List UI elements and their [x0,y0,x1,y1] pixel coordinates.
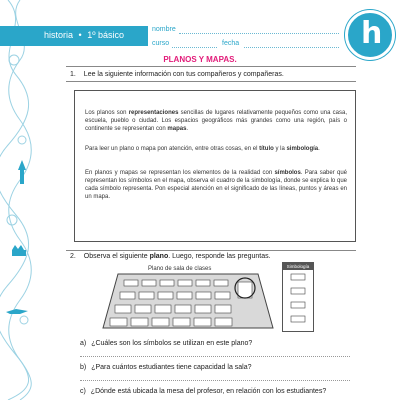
answer-line-b[interactable] [80,380,350,381]
divider [66,66,356,67]
plan-title: Plano de sala de clases [148,266,212,272]
question-text: Lee la siguiente información con tus compañeros y compañeras. [83,71,284,78]
classroom-plan-icon [98,262,278,330]
divider [66,81,356,82]
question-text: Observa el siguiente plano. Luego, responde las preguntas. [83,253,271,260]
subject-label [44,30,127,40]
question-2b [80,364,252,371]
hiru-logo [345,10,395,60]
student-info-fields [147,24,337,50]
question-text: ¿Dónde está ubicada la mesa del profesor, en relación con los estudiantes? [90,388,327,395]
info-box [74,90,356,242]
name-field[interactable] [179,33,339,34]
date-field[interactable] [244,47,339,48]
legend-title: Simbología [283,263,313,270]
question-letter: b) [80,364,87,371]
logo-letter: h [361,16,383,51]
date-label: fecha [222,40,240,47]
page-title: PLANOS Y MAPAS. [163,55,237,64]
question-text: ¿Para cuántos estudiantes tiene capacidad la sala? [91,364,252,371]
name-label: nombre [152,26,176,33]
legend-symbols-icon [283,270,313,331]
info-paragraph-3: En planos y mapas se representan los elementos de la realidad con símbolos. Para saber qué representan los símbolos en el mapa, observa el cuadro de la simbología, donde se explica lo que cada símbolo representa. Pon especial atención en el significado de las líneas, puntos y áreas en un mapa. [85,170,347,200]
answer-line-a[interactable] [80,356,350,357]
info-paragraph-2: Para leer un plano o mapa pon atención, entre otras cosas, en el título y la simbología. [85,146,320,152]
question-2a [80,340,252,347]
separator-dot: • [78,30,82,40]
divider [66,250,356,251]
question-letter: a) [80,340,87,347]
subject-name: historia [44,30,74,40]
legend-box [282,262,314,332]
subject-banner [0,26,148,46]
question-number: 1. [70,71,76,78]
question-number: 2. [70,253,76,260]
question-letter: c) [80,388,86,395]
question-text: ¿Cuáles son los símbolos se utilizan en este plano? [91,340,253,347]
course-field[interactable] [172,47,217,48]
question-2c [80,388,326,395]
classroom-plan-image [98,262,278,330]
grade-label: 1º básico [87,30,125,40]
question-2 [70,253,271,260]
course-label: curso [152,40,170,47]
info-paragraph-1: Los planos son representaciones sencillas de lugares relativamente pequeños como una casa, escuela, pueblo o ciudad. Los espacios geográficos más grandes como una región, país o continente se representan con mapas. [85,110,347,132]
question-1 [70,71,284,78]
